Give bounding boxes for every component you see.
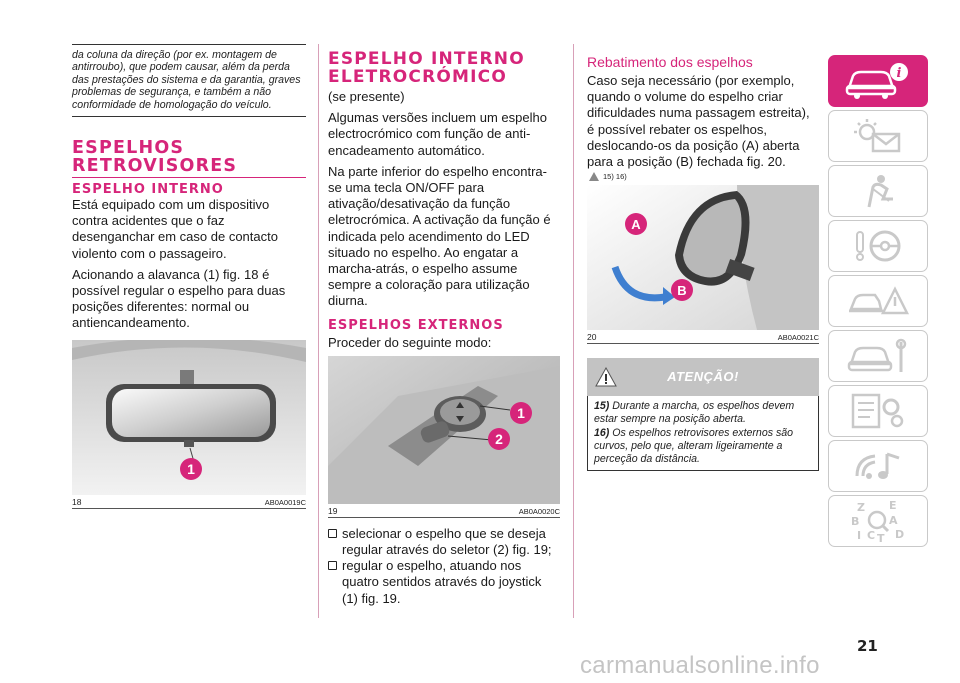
tab-starting-driving[interactable] — [828, 220, 928, 272]
figure-19-mirror-controls — [328, 356, 560, 504]
bullet-text: regular o espelho, atuando nos quatro sentidos através do joystick (1) fig. 19. — [342, 558, 542, 606]
figure-code: AB0A0019C — [264, 497, 306, 507]
index-letter: D — [895, 528, 905, 541]
tab-car-info[interactable] — [828, 55, 928, 107]
callout-1-badge: 1 — [510, 402, 532, 424]
paragraph-interior-mirror-1: Está equipado com um dispositivo contra acidentes que o faz desenganchar em caso de contacto violento com o passageiro. — [72, 197, 278, 261]
warning-references: 15) 16) — [589, 172, 819, 181]
warning-item-text: Os espelhos retrovisores externos são curvos, pelo que, alteram ligeiramente a perceção da distância. — [594, 427, 794, 465]
paragraph-electrochromic-2: Na parte inferior do espelho encontra-se uma tecla ON/OFF para ativação/desativação da função eletrocrómica. A activação da função é indicada pelo acendimento do LED situado no espelho. Ao engatar a marcha-atrás, o espelho assume sempre a coloração para utilização diurna. — [328, 163, 551, 309]
warning-continuation-box — [72, 44, 306, 117]
label-b-badge: B — [671, 279, 693, 301]
tab-emergency[interactable] — [828, 275, 928, 327]
warning-triangle-icon — [589, 172, 599, 181]
tab-technical-data[interactable] — [828, 385, 928, 437]
warning-lights-icon — [843, 116, 913, 156]
bullet-text: selecionar o espelho que se deseja regular através do seletor (2) fig. 19; — [342, 525, 552, 558]
steering-key-icon — [843, 226, 913, 266]
warning-item-text: Durante a marcha, os espelhos devem estar sempre na posição aberta. — [594, 400, 795, 425]
warning-box-header — [587, 358, 819, 396]
index-letter: E — [889, 499, 897, 512]
bullet-square-icon — [328, 561, 337, 570]
figure-rule — [587, 343, 819, 344]
figure-number: 20 — [587, 332, 597, 343]
warning-item-number: 15) — [594, 400, 610, 413]
bullet-item-2 — [328, 558, 560, 607]
watermark-text: carmanualsonline.info — [580, 652, 820, 679]
figure-number: 18 — [72, 496, 82, 507]
alphabetical-index-icon — [843, 498, 913, 544]
warning-continuation-text: da coluna da direção (por ex. montagem de antirroubo), que podem causar, além da perda das prestações do sistema e da garantia, graves problemas de segurança, e também a não conformidade de homologação do veículo. — [72, 49, 301, 111]
warning-item-15 — [594, 400, 812, 425]
middle-column — [328, 50, 560, 607]
page-number: 21 — [857, 637, 878, 655]
figure-20-caption — [587, 330, 819, 342]
car-tools-icon — [843, 336, 913, 376]
figure-rule — [72, 508, 306, 509]
warning-item-number: 16) — [594, 427, 610, 440]
figure-code: AB0A0021C — [777, 333, 819, 343]
figure-19-caption — [328, 504, 560, 516]
column-divider — [573, 44, 574, 618]
tab-index[interactable] — [828, 495, 928, 547]
index-letter: C — [867, 529, 876, 542]
callout-2-badge: 2 — [488, 428, 510, 450]
bullet-square-icon — [328, 529, 337, 538]
manual-gears-icon — [843, 391, 913, 431]
index-letter: I — [857, 529, 862, 542]
svg-text:i: i — [896, 66, 902, 81]
index-letter: T — [877, 532, 885, 544]
label-a-badge: A — [625, 213, 647, 235]
bullet-item-1 — [328, 526, 560, 558]
callout-1-badge: 1 — [180, 458, 202, 480]
column-divider — [318, 44, 319, 618]
paragraph-electrochromic-1: Algumas versões incluem um espelho electrocrómico com função de anti-encadeamento automático. — [328, 110, 547, 158]
section-title-espelhos-externos: ESPELHOS EXTERNOS — [328, 317, 504, 333]
mirror-control-illustration — [328, 356, 560, 504]
folding-mirror-illustration — [587, 185, 819, 330]
crash-warning-icon — [843, 281, 913, 321]
figure-20-folding-mirror — [587, 185, 819, 330]
left-column — [72, 44, 306, 509]
subtitle-se-presente: (se presente) — [328, 89, 405, 104]
multimedia-icon — [843, 446, 913, 486]
paragraph-rebatimento: Caso seja necessário (por exemplo, quando o volume do espelho criar dificuldades numa passagem estreita), é possível rebater os espelhos, deslocando-os da posição (A) aberta para a posição (B) fechada fig. 20. — [587, 73, 810, 170]
paragraph-interior-mirror-2: Acionando a alavanca (1) fig. 18 é possível regular o espelho para duas posições diferentes: normal ou antiencandeamento. — [72, 266, 286, 331]
section-underline — [72, 177, 306, 178]
tab-safety[interactable] — [828, 165, 928, 217]
figure-18-caption — [72, 495, 306, 507]
chapter-tabs-sidebar — [828, 55, 928, 550]
figure-code: AB0A0020C — [518, 506, 560, 516]
index-letter: Z — [857, 501, 865, 514]
warning-box-atencao — [587, 358, 819, 471]
warning-box-title: ATENÇÃO! — [667, 369, 739, 385]
car-info-icon — [843, 62, 913, 100]
index-letter: B — [851, 515, 860, 528]
tab-warning-lights[interactable] — [828, 110, 928, 162]
title-rebatimento-dos-espelhos: Rebatimento dos espelhos — [587, 54, 753, 70]
index-letter: A — [889, 514, 898, 527]
section-title-espelhos-retrovisores: ESPELHOS RETROVISORES — [72, 138, 238, 177]
tab-maintenance[interactable] — [828, 330, 928, 382]
airbag-seat-icon — [843, 171, 913, 211]
title-espelho-interno-eletrocromico: ESPELHO INTERNO ELETROCRÓMICO — [328, 49, 525, 87]
figure-18-rearview-mirror — [72, 340, 306, 495]
right-column — [587, 54, 819, 471]
subsection-title-espelho-interno: ESPELHO INTERNO — [72, 182, 224, 198]
warning-item-16 — [594, 427, 812, 465]
paragraph-proceder: Proceder do seguinte modo: — [328, 334, 492, 350]
tab-multimedia[interactable] — [828, 440, 928, 492]
warning-box-body — [587, 396, 819, 471]
figure-number: 19 — [328, 505, 338, 516]
